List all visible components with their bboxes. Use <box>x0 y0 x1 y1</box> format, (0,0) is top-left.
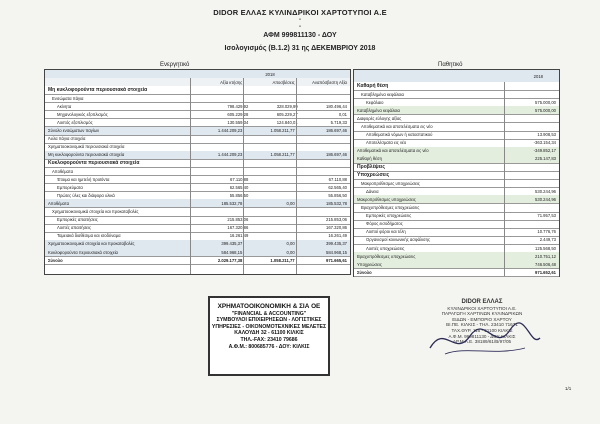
page-number: 1/1 <box>565 386 572 391</box>
row-value: 2.029.177,38 <box>217 257 243 263</box>
row-value: 167.320,86 <box>326 225 347 231</box>
row-label: Σύνολο ενσώματων παγίων <box>48 128 100 134</box>
liabilities-title: Παθητικό <box>438 62 463 68</box>
row-label: Βραχυπρόθεσμες υποχρεώσεις <box>357 253 416 259</box>
row-label: Υποχρεώσεις <box>357 261 382 267</box>
row-value: 55.856,50 <box>328 192 347 198</box>
row-value: 530.244,96 <box>535 188 556 194</box>
row-label: Αποθέματα <box>52 168 73 174</box>
accountant-stamp <box>208 296 330 376</box>
row-label: Λοιπές απαιτήσεις <box>57 225 91 231</box>
row-value: 1.058.211,77 <box>270 152 295 158</box>
column-divider <box>190 78 191 274</box>
stamp-line: Α.Φ.Μ.: 800685776 - ΔΟΥ: ΚΙΛΚΙΣ <box>228 343 310 350</box>
row-label: Υποχρεώσεις <box>357 172 390 179</box>
row-value: 1.444.209,23 <box>217 152 243 158</box>
row-label: Λοιπός εξοπλισμός <box>57 119 93 125</box>
stamp-line: ΚΑΛΟΥΔΗ 32 - 61100 ΚΙΛΚΙΣ <box>234 330 304 337</box>
row-label: Καταβλημένα κεφάλαια <box>361 91 404 97</box>
row-value: 746.506,48 <box>535 261 556 267</box>
stamp-line: ΤΑΧ.ΘΥΡ. 116 - 61100 ΚΙΛΚΙΣ <box>451 327 513 333</box>
row-value: 167.320,86 <box>227 225 249 231</box>
row-value: 530.244,96 <box>535 196 556 202</box>
column-header: Αξία κτήσης <box>220 79 243 85</box>
row-label: Σύνολο <box>357 269 372 275</box>
row-value: 185.532,78 <box>326 200 347 206</box>
row-value: 399.435,37 <box>221 241 243 247</box>
row-label: Μηχανολογικός εξοπλισμός <box>57 111 108 117</box>
row-value: 399.435,37 <box>326 241 347 247</box>
row-value: 16.261,49 <box>229 233 249 239</box>
stamp-line: DIDOR ΕΛΛΑΣ <box>461 299 503 305</box>
row-label: Καθαρή θέση <box>357 156 382 162</box>
row-label: Διαφορές εύλογης αξίας <box>357 115 402 121</box>
row-label: Φόρος εισοδήματος <box>366 221 403 227</box>
row-label: Εμπορικές απαιτήσεις <box>57 217 98 223</box>
row-label: Αποθέματα <box>48 200 69 206</box>
row-value: 180.496,44 <box>326 103 347 109</box>
column-divider <box>504 82 505 276</box>
row-value: 215.853,06 <box>227 217 249 223</box>
row-label: Αποθεματικά νόμων ή καταστατικού <box>366 132 433 138</box>
table-row <box>45 256 350 265</box>
row-value: 16.261,49 <box>328 233 347 239</box>
column-divider <box>296 78 297 274</box>
signature <box>425 318 545 362</box>
row-value: 605.229,27 <box>276 111 298 117</box>
row-label: Ακίνητα <box>57 103 72 109</box>
assets-table <box>44 69 351 275</box>
row-label: Σύνολο <box>48 257 63 263</box>
row-label: Έτοιμα και ημιτελή προϊόντα <box>57 176 110 182</box>
column-header: Αναπόσβεστη Αξία <box>312 79 347 85</box>
row-label: Οργανισμοί κοινωνικής ασφάλισης <box>366 237 430 243</box>
column-divider <box>243 78 244 274</box>
row-value: 55.856,50 <box>229 192 249 198</box>
row-value: 125.568,50 <box>535 245 556 251</box>
row-label: Δάνεια <box>366 188 379 194</box>
row-value: 67.110,88 <box>230 176 249 182</box>
row-label: Βραχυπρόθεσμες υποχρεώσεις <box>361 205 420 211</box>
row-value: 584.968,15 <box>326 249 347 255</box>
row-value: 62.565,40 <box>229 184 249 190</box>
column-header-row <box>45 78 350 86</box>
stamp-line: ΑΡ.Μ.Α.Ε. 38189/61/Β/97/05 <box>452 339 512 345</box>
row-value: 2.449,73 <box>539 237 556 243</box>
row-value: 215.853,06 <box>326 217 347 223</box>
row-value: 575.000,00 <box>535 99 556 105</box>
row-label: Καθαρή θέση <box>357 83 389 90</box>
statement-title: Ισολογισμός (Β.1.2) 31 ης ΔΕΚΕΜΒΡΙΟΥ 2018 <box>224 45 376 52</box>
row-value: 0,00 <box>286 241 295 247</box>
row-value: 605.229,28 <box>227 111 249 117</box>
stamp-line: ΠΑΡΑΓΩΓΗ ΧΑΡΤΙΝΩΝ ΚΥΛΙΝΔΡΙΚΩΝ <box>441 311 523 317</box>
row-label: Ταμειακά διαθέσιμα και ισοδύναμα <box>57 233 121 239</box>
row-label: Καταβλημένα κεφάλαια <box>357 107 400 113</box>
stamp-line: ΧΡΗΜΑΤΟΟΙΚΟΝΟΜΙΚΗ & ΣΙΑ ΟΕ <box>217 303 321 310</box>
stamp-line: ΕΙΔΩΝ - ΕΜΠΟΡΙΟ ΧΑΡΤΟΥ <box>452 316 512 322</box>
row-label: Αποτελέσματα εις νέο <box>366 140 407 146</box>
header-dash: - <box>299 24 301 30</box>
row-label: Αποθεματικά και αποτελέσματα εις νέο <box>361 124 433 130</box>
row-value: 62.565,40 <box>328 184 347 190</box>
liabilities-table <box>353 69 560 277</box>
table-row <box>354 268 559 277</box>
row-value: 5.719,33 <box>330 119 347 125</box>
row-value: 0,01 <box>338 111 347 117</box>
year-header: 2018 <box>45 70 350 78</box>
document-header <box>0 8 600 52</box>
row-label: Εμπορικές υποχρεώσεις <box>366 213 412 219</box>
column-header: Αποσβέσεις <box>272 79 295 85</box>
row-value: 10.776,76 <box>537 229 556 235</box>
row-value: 225.147,83 <box>535 156 556 162</box>
assets-title: Ενεργητικό <box>160 62 190 68</box>
row-value: 798.429,92 <box>227 103 249 109</box>
row-value: 1.058.211,77 <box>270 128 295 134</box>
row-value: -363.154,34 <box>533 140 556 146</box>
row-value: 185.532,78 <box>221 200 243 206</box>
stamp-line: Α.Φ.Μ. 999811130 - ΔΟΥ ΚΙΛΚΙΣ <box>448 333 516 339</box>
row-label: Ενσώματα πάγια <box>52 95 84 101</box>
tax-id: ΑΦΜ 999811130 - ΔΟΥ <box>263 32 337 39</box>
row-value: 0,00 <box>286 249 295 255</box>
row-value: 13.908,53 <box>537 132 556 138</box>
row-value: 130.559,34 <box>227 119 249 125</box>
row-value: 124.840,01 <box>276 119 298 125</box>
row-label: Μακροπρόθεσμες υποχρεώσεις <box>361 180 420 186</box>
row-value: 67.110,88 <box>328 176 347 182</box>
row-label: Χρηματοοικονομικά στοιχεία και προκαταβολές <box>48 241 135 247</box>
stamp-line: ΒΙ.ΠΕ. ΚΙΛΚΙΣ - ΤΗΛ. 23410 71671 <box>446 322 518 328</box>
row-value: 971.652,61 <box>535 269 556 275</box>
company-name: DIDOR ΕΛΛΑΣ ΚΥΛΙΝΔΡΙΚΟΙ ΧΑΡΤΟΤΥΠΟΙ Α.Ε <box>213 8 387 17</box>
row-value: 186.697,46 <box>326 152 347 158</box>
row-value: 1.058.211,77 <box>270 257 295 263</box>
row-value: 328.029,99 <box>276 103 298 109</box>
row-label: Λοιπές υποχρεώσεις <box>366 245 405 251</box>
row-label: Αποθεματικά και αποτελέσματα εις νέο <box>357 148 429 154</box>
row-value: -349.852,17 <box>533 148 556 154</box>
row-label: Μακροπρόθεσμες υποχρεώσεις <box>357 196 416 202</box>
stamp-line: "FINANCIAL & ACCOUNTING" <box>231 310 307 317</box>
year-header: 2018 <box>354 70 559 82</box>
row-label: Κυκλοφορούντα περιουσιακά στοιχεία <box>48 249 118 255</box>
row-value: 0,00 <box>286 200 295 206</box>
stamp-line: ΚΥΛΙΝΔΡΙΚΟΙ ΧΑΡΤΟΤΥΠΟΙ Α.Ε. <box>447 305 517 311</box>
row-label: Μη κυκλοφορούντα περιουσιακά στοιχεία <box>48 152 125 158</box>
row-label: Εμπορεύματα <box>57 184 83 190</box>
row-label: Άυλα πάγια στοιχεία <box>48 136 86 142</box>
row-value: 210.751,12 <box>535 253 556 259</box>
stamp-line: ΥΠΗΡΕΣΙΕΣ - ΟΙΚΟΝΟΜΟΤΕΧΝΙΚΕΣ ΜΕΛΕΤΕΣ <box>211 323 327 330</box>
row-label: Κυκλοφορούντα περιουσιακά στοιχεία <box>48 159 140 166</box>
row-label: Κεφάλαιο <box>366 99 384 105</box>
stamp-line: ΤΗΛ.-FAX: 23410 79686 <box>240 336 298 343</box>
header-dash: - <box>299 17 301 23</box>
stamp-line: ΣΥΜΒΟΥΛΟΙ ΕΠΙΧΕΙΡΗΣΕΩΝ - ΛΟΓΙΣΤΙΚΕΣ <box>216 317 322 324</box>
row-value: 575.000,00 <box>535 107 556 113</box>
row-value: 71.957,53 <box>537 213 556 219</box>
row-label: Χρηματοοικονομικά στοιχεία και προκαταβολές <box>52 209 139 215</box>
row-label: Χρηματοοικονομικά περιουσιακά στοιχεία <box>48 144 125 150</box>
row-value: 971.665,61 <box>326 257 347 263</box>
row-label: Προβλέψεις <box>357 164 385 171</box>
row-value: 584.968,15 <box>221 249 243 255</box>
row-label: Λοιποί φόροι και τέλη <box>366 229 406 235</box>
row-value: 1.444.209,23 <box>217 128 243 134</box>
row-value: 186.697,46 <box>326 128 347 134</box>
row-label: Πρώτες ύλες και διάφορα υλικά <box>57 192 115 198</box>
row-label: Μη κυκλοφορούντα περιουσιακά στοιχεία <box>48 87 148 94</box>
